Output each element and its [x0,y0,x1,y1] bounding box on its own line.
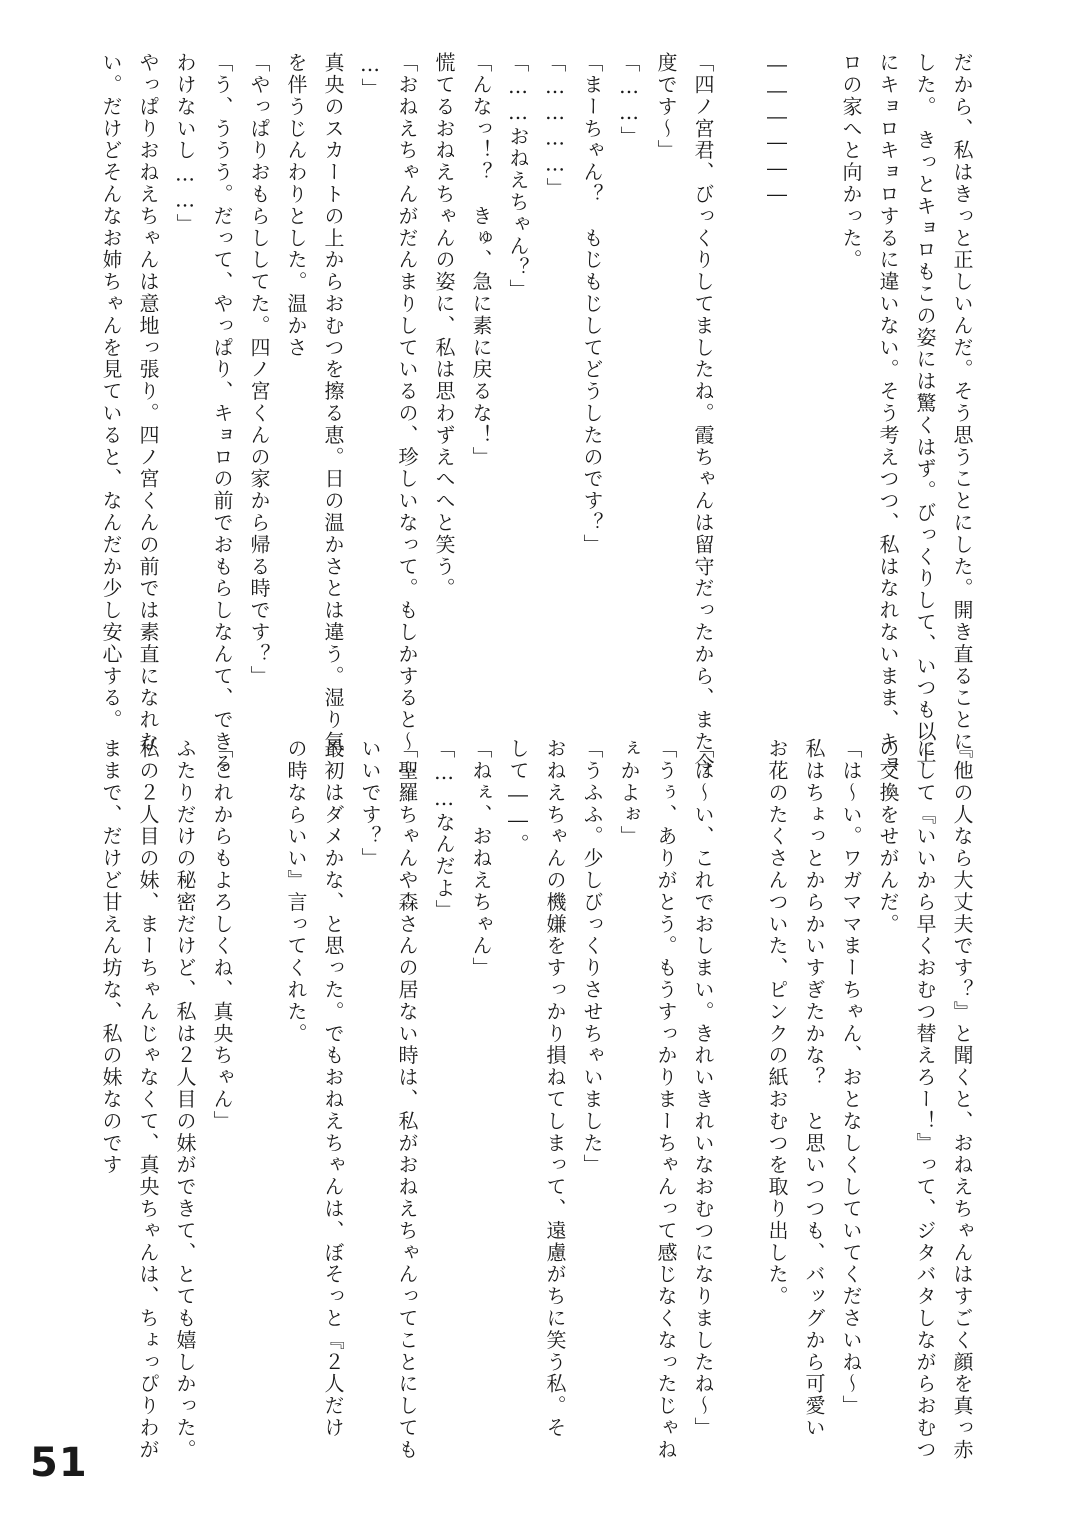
page-number: 51 [30,1440,88,1486]
upper-body-text: だから、私はきっと正しいんだ。そう思うことにした。開き直ることに した。 きっとキョロもこの姿には驚くはず。びっくりして、いつも以上 にキョロキョロするに違いない。そう考えつつ、私はなれないまま、キョ ロの家へと向かった。 ―――――― 「四ノ宮君、びっくりしてましたね。霞ちゃんは留守だったから、また今 度です～」 「……」 「まーちゃん？ もじもじしてどうしたのです？」 「…………」 「……おねえちゃん？」 「んなっ！？ きゅ、急に素に戻るな！」 慌てるおねえちゃんの姿に、私は思わずえへへと笑う。 「おねえちゃんがだんまりしているの、珍しいなって。もしかすると～… …」 真央のスカートの上からおむつを擦る恵。日の温かさとは違う。湿り気 を伴うじんわりとした。温かさ 「やっぱりおもらししてた。四ノ宮くんの家から帰る時です？」 「う、ううう。だって、やっぱり、キョロの前でおもらしなんて、できる わけないし……」 やっぱりおねえちゃんは意地っ張り。四ノ宮くんの前では素直になれな い。だけどそんなお姉ちゃんを見ていると、なんだか少し安心する。 [99,52,974,779]
upper-text-block [80,52,980,779]
lower-text-block [80,738,980,1461]
lower-body-text: 『他の人なら大丈夫です？』と聞くと、おねえちゃんはすごく顔を真っ赤 にして『いいから早くおむつ替えろー！』って、ジタバタしながらおむつ の交換をせがんだ。 「は～い。ワガママまーちゃん、おとなしくしていてくださいね～」 私はちょっとからかいすぎたかな？ と思いつつも、バッグから可愛い お花のたくさんついた、ピンクの紙おむつを取り出した。 「は～い、これでおしまい。きれいきれいなおむつになりましたね～」 「うぅ、ありがとう。もうすっかりまーちゃんって感じなくなったじゃね ぇかよぉ」 「うふふ。少しびっくりさせちゃいました」 おねえちゃんの機嫌をすっかり損ねてしまって、遠慮がちに笑う私。そ して――。 「ねぇ、おねえちゃん」 「……なんだよ」 「聖羅ちゃんや森さんの居ない時は、私がおねえちゃんってことにしても いいです？」 最初はダメかな、と思った。でもおねえちゃんは、ぼそっと『２人だけ の時ならいい』言ってくれた。 「これからもよろしくね、真央ちゃん」 ふたりだけの秘密だけど、私は２人目の妹ができて、とても嬉しかった。 私の２人目の妹、まーちゃんじゃなくて、真央ちゃんは、ちょっぴりわが ままで、だけど甘えん坊な、私の妹なのです [99,738,974,1461]
